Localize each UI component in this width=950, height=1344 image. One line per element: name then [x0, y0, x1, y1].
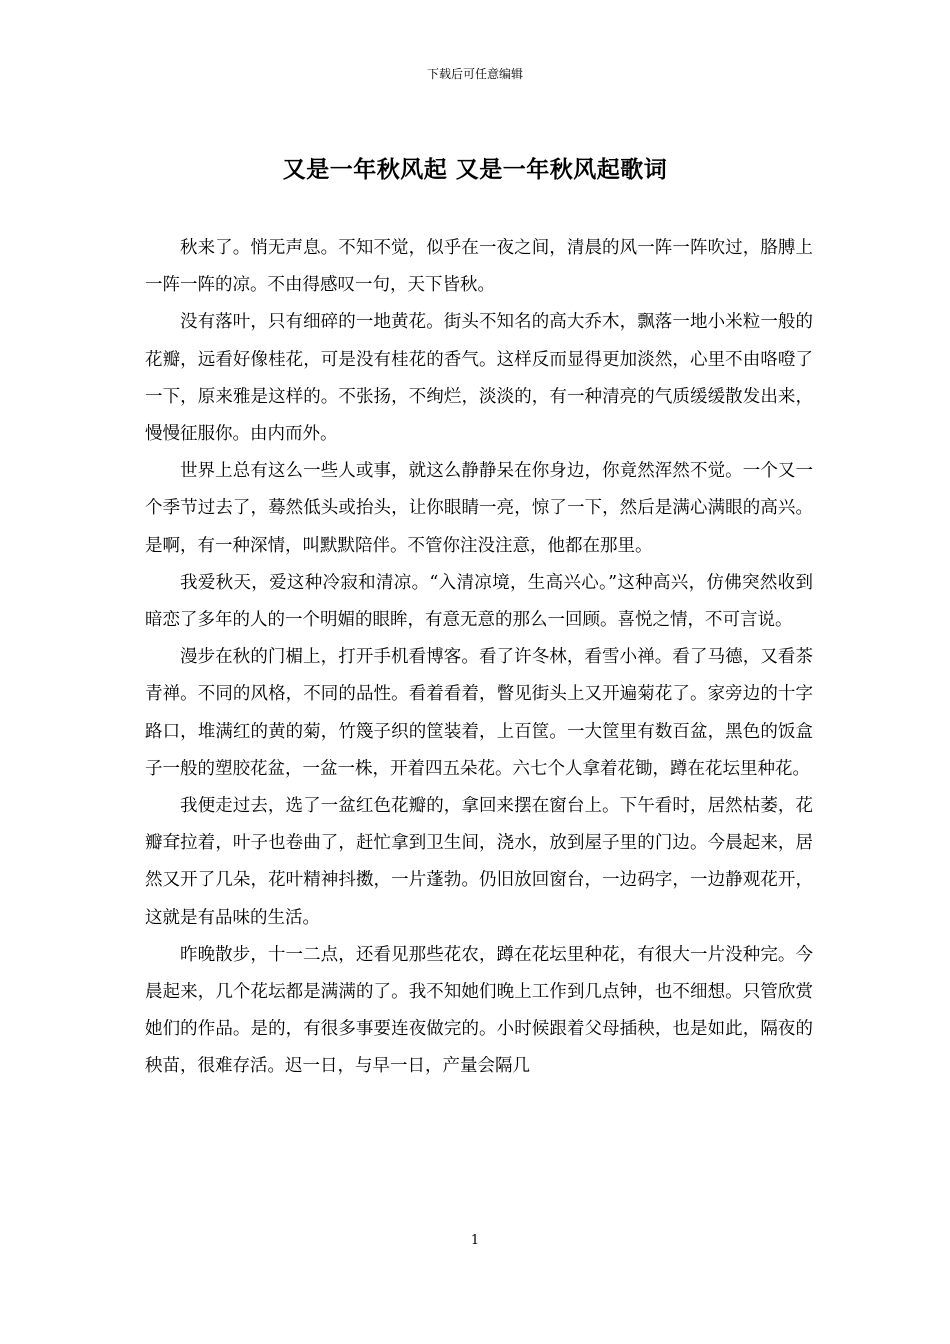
- paragraph: 没有落叶，只有细碎的一地黄花。街头不知名的高大乔木，飘落一地小米粒一般的花瓣，远看好像桂花，可是没有桂花的香气。这样反而显得更加淡然，心里不由咯噔了一下，原来雅是这样的。不张扬，不绚烂，淡淡的，有一种清亮的气质缓缓散发出来，慢慢征服你。由内而外。: [145, 312, 813, 445]
- paragraph: 秋来了。悄无声息。不知不觉，似乎在一夜之间，清晨的风一阵一阵吹过，胳膊上一阵一阵的凉。不由得感叹一句，天下皆秋。: [145, 238, 813, 296]
- paragraph: 我便走过去，选了一盆红色花瓣的，拿回来摆在窗台上。下午看时，居然枯萎，花瓣耷拉着，叶子也卷曲了，赶忙拿到卫生间，浇水，放到屋子里的门边。今晨起来，居然又开了几朵，花叶精神抖擞，一片蓬勃。仍旧放回窗台，一边码字，一边静观花开，这就是有品味的生活。: [145, 796, 813, 928]
- document-body: [145, 230, 813, 1086]
- document-title: 又是一年秋风起 又是一年秋风起歌词: [282, 157, 668, 183]
- paragraph: 我爱秋天，爱这种冷寂和清凉。“入清凉境，生高兴心。”这种高兴，仿佛突然收到暗恋了多年的人的一个明媚的眼眸，有意无意的那么一回顾。喜悦之情，不可言说。: [145, 572, 813, 631]
- paragraph: 世界上总有这么一些人或事，就这么静静呆在你身边，你竟然浑然不觉。一个又一个季节过去了，蓦然低头或抬头，让你眼睛一亮，惊了一下，然后是满心满眼的高兴。是啊，有一种深情，叫默默陪伴。不管你注没注意，他都在那里。: [145, 461, 813, 556]
- paragraph: 漫步在秋的门楣上，打开手机看博客。看了许冬林，看雪小禅。看了马德，又看茶青禅。不同的风格，不同的品性。看着看着，瞥见街头上又开遍菊花了。家旁边的十字路口，堆满红的黄的菊，竹篾子织的筐装着，上百筐。一大筐里有数百盆，黑色的饭盒子一般的塑胶花盆，一盆一株，开着四五朵花。六七个人拿着花锄，蹲在花坛里种花。: [145, 647, 813, 779]
- page-number: 1: [470, 1233, 480, 1248]
- paragraph: 昨晚散步，十一二点，还看见那些花农，蹲在花坛里种花，有很大一片没种完。今晨起来，几个花坛都是满满的了。我不知她们晚上工作到几点钟，也不细想。只管欣赏她们的作品。是的，有很多事要连夜做完的。小时候跟着父母插秧，也是如此，隔夜的秧苗，很难存活。迟一日，与早一日，产量会隔几: [145, 944, 813, 1077]
- header-note: 下载后可任意编辑: [426, 67, 523, 81]
